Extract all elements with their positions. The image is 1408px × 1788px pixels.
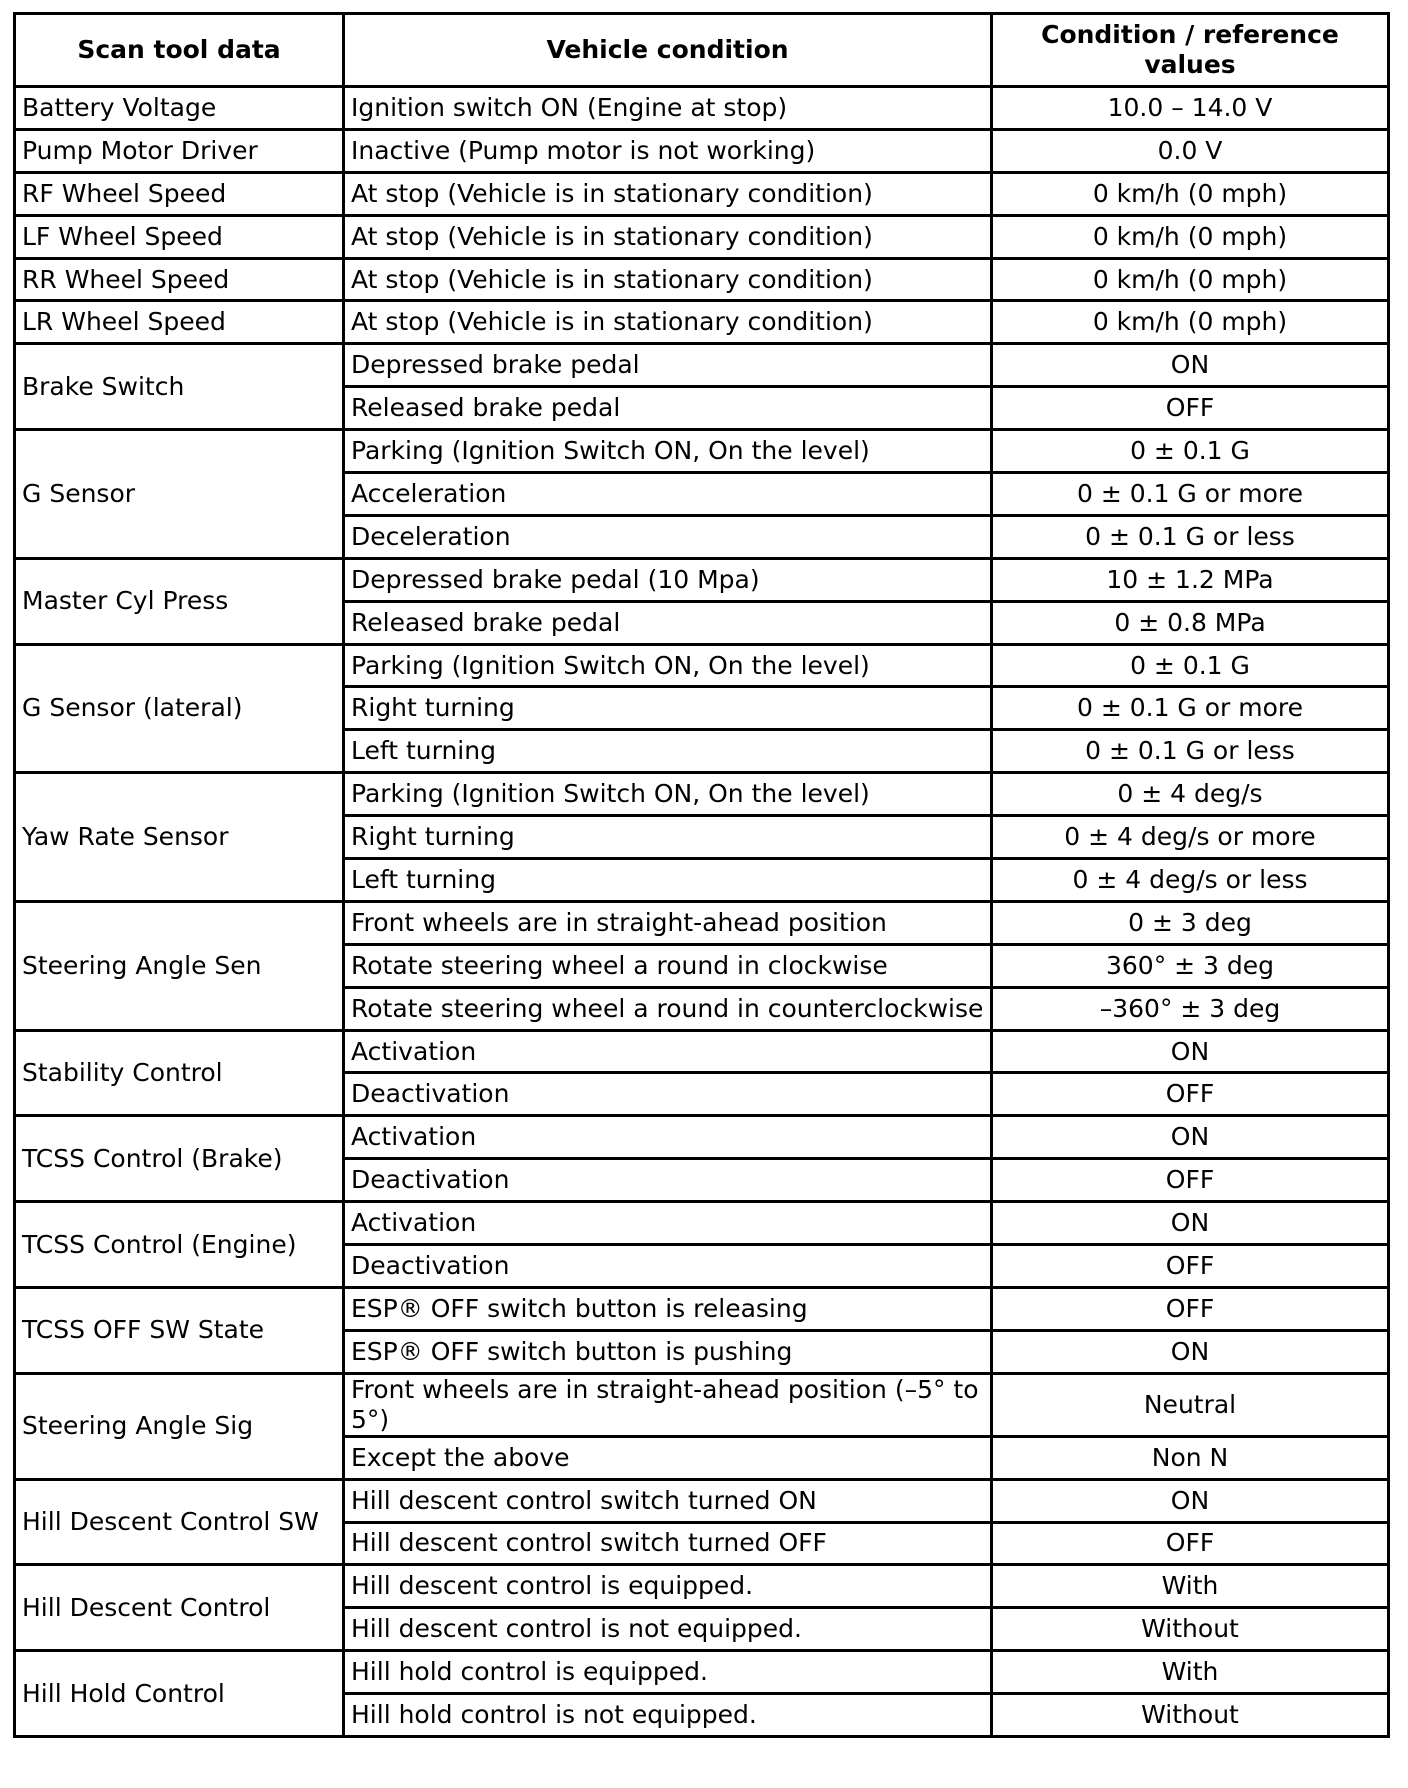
table-row <box>15 1030 1389 1073</box>
vehicle-condition-cell: Rotate steering wheel a round in clockwise <box>344 944 992 987</box>
vehicle-condition-cell: Rotate steering wheel a round in counterclockwise <box>344 987 992 1030</box>
vehicle-condition-cell: Inactive (Pump motor is not working) <box>344 129 992 172</box>
scan-tool-item: G Sensor <box>15 430 344 559</box>
scan-tool-item: Steering Angle Sig <box>15 1373 344 1479</box>
scan-tool-item: Hill Hold Control <box>15 1651 344 1737</box>
vehicle-condition-cell: Deactivation <box>344 1245 992 1288</box>
vehicle-condition-cell: Parking (Ignition Switch ON, On the level) <box>344 430 992 473</box>
vehicle-condition-cell: At stop (Vehicle is in stationary condition) <box>344 172 992 215</box>
table-row <box>15 1651 1389 1694</box>
reference-value-cell: ON <box>992 1030 1389 1073</box>
vehicle-condition-cell: Depressed brake pedal <box>344 344 992 387</box>
reference-value-cell: 0 ± 0.1 G or more <box>992 473 1389 516</box>
reference-value-cell: Non N <box>992 1436 1389 1479</box>
vehicle-condition-cell: ESP® OFF switch button is pushing <box>344 1330 992 1373</box>
vehicle-condition-cell: Left turning <box>344 859 992 902</box>
reference-value-cell: 0 ± 0.1 G <box>992 644 1389 687</box>
reference-value-cell: 0 ± 0.8 MPa <box>992 601 1389 644</box>
scan-tool-item: G Sensor (lateral) <box>15 644 344 773</box>
reference-value-cell: With <box>992 1565 1389 1608</box>
table-row <box>15 87 1389 130</box>
vehicle-condition-cell: Left turning <box>344 730 992 773</box>
table-row <box>15 1479 1389 1522</box>
column-header-reference-values: Condition / reference values <box>992 14 1389 87</box>
scan-tool-item: Yaw Rate Sensor <box>15 773 344 902</box>
vehicle-condition-cell: Released brake pedal <box>344 387 992 430</box>
table-row <box>15 430 1389 473</box>
vehicle-condition-cell: Acceleration <box>344 473 992 516</box>
vehicle-condition-cell: Hill hold control is not equipped. <box>344 1694 992 1737</box>
vehicle-condition-cell: Except the above <box>344 1436 992 1479</box>
vehicle-condition-cell: Ignition switch ON (Engine at stop) <box>344 87 992 130</box>
reference-value-cell: ON <box>992 344 1389 387</box>
table-header <box>15 14 1389 87</box>
reference-value-cell: Neutral <box>992 1373 1389 1436</box>
scan-tool-item: TCSS Control (Brake) <box>15 1116 344 1202</box>
vehicle-condition-cell: Front wheels are in straight-ahead position <box>344 901 992 944</box>
vehicle-condition-cell: Deactivation <box>344 1073 992 1116</box>
scan-tool-item: Battery Voltage <box>15 87 344 130</box>
reference-value-cell: OFF <box>992 1522 1389 1565</box>
scan-tool-item: Pump Motor Driver <box>15 129 344 172</box>
reference-value-cell: Without <box>992 1694 1389 1737</box>
scan-tool-item: Hill Descent Control <box>15 1565 344 1651</box>
table-row <box>15 1565 1389 1608</box>
scan-tool-item: Steering Angle Sen <box>15 901 344 1030</box>
reference-value-cell: 0 ± 4 deg/s or less <box>992 859 1389 902</box>
vehicle-condition-cell: Hill descent control switch turned OFF <box>344 1522 992 1565</box>
table-row <box>15 644 1389 687</box>
table-row <box>15 172 1389 215</box>
vehicle-condition-cell: Hill descent control switch turned ON <box>344 1479 992 1522</box>
reference-value-cell: 0 ± 0.1 G or more <box>992 687 1389 730</box>
reference-value-cell: 0 ± 3 deg <box>992 901 1389 944</box>
vehicle-condition-cell: Deactivation <box>344 1159 992 1202</box>
vehicle-condition-cell: At stop (Vehicle is in stationary condition) <box>344 215 992 258</box>
reference-value-cell: 0 km/h (0 mph) <box>992 301 1389 344</box>
column-header-vehicle-condition: Vehicle condition <box>344 14 992 87</box>
column-header-scan-tool-data: Scan tool data <box>15 14 344 87</box>
reference-value-cell: OFF <box>992 1287 1389 1330</box>
table-body <box>15 87 1389 1737</box>
scan-tool-item: LR Wheel Speed <box>15 301 344 344</box>
vehicle-condition-cell: At stop (Vehicle is in stationary condition) <box>344 301 992 344</box>
reference-value-cell: ON <box>992 1330 1389 1373</box>
vehicle-condition-cell: Activation <box>344 1202 992 1245</box>
table-row <box>15 1116 1389 1159</box>
table-row <box>15 215 1389 258</box>
reference-value-cell: ON <box>992 1116 1389 1159</box>
vehicle-condition-cell: Activation <box>344 1030 992 1073</box>
reference-value-cell: OFF <box>992 1073 1389 1116</box>
scan-tool-item: Hill Descent Control SW <box>15 1479 344 1565</box>
reference-value-cell: With <box>992 1651 1389 1694</box>
vehicle-condition-cell: Released brake pedal <box>344 601 992 644</box>
scan-tool-item: RR Wheel Speed <box>15 258 344 301</box>
vehicle-condition-cell: Parking (Ignition Switch ON, On the level) <box>344 644 992 687</box>
table-row <box>15 901 1389 944</box>
reference-value-cell: 360° ± 3 deg <box>992 944 1389 987</box>
vehicle-condition-cell: Activation <box>344 1116 992 1159</box>
scan-tool-item: TCSS Control (Engine) <box>15 1202 344 1288</box>
vehicle-condition-cell: Right turning <box>344 816 992 859</box>
table-row <box>15 129 1389 172</box>
scan-tool-item: TCSS OFF SW State <box>15 1287 344 1373</box>
table-row <box>15 258 1389 301</box>
scan-tool-item: LF Wheel Speed <box>15 215 344 258</box>
reference-value-cell: 0 km/h (0 mph) <box>992 215 1389 258</box>
reference-value-cell: 0 ± 4 deg/s or more <box>992 816 1389 859</box>
scan-tool-data-table <box>13 12 1390 1738</box>
vehicle-condition-cell: Parking (Ignition Switch ON, On the level) <box>344 773 992 816</box>
table-row <box>15 1373 1389 1436</box>
reference-value-cell: Without <box>992 1608 1389 1651</box>
reference-value-cell: 0 km/h (0 mph) <box>992 258 1389 301</box>
scan-tool-item: Master Cyl Press <box>15 558 344 644</box>
reference-value-cell: –360° ± 3 deg <box>992 987 1389 1030</box>
reference-value-cell: 10.0 – 14.0 V <box>992 87 1389 130</box>
reference-value-cell: OFF <box>992 1245 1389 1288</box>
scan-tool-item: RF Wheel Speed <box>15 172 344 215</box>
reference-value-cell: 0.0 V <box>992 129 1389 172</box>
table-row <box>15 1287 1389 1330</box>
table-row <box>15 344 1389 387</box>
vehicle-condition-cell: Right turning <box>344 687 992 730</box>
vehicle-condition-cell: Depressed brake pedal (10 Mpa) <box>344 558 992 601</box>
scan-tool-item: Brake Switch <box>15 344 344 430</box>
reference-value-cell: OFF <box>992 387 1389 430</box>
vehicle-condition-cell: ESP® OFF switch button is releasing <box>344 1287 992 1330</box>
reference-value-cell: 0 km/h (0 mph) <box>992 172 1389 215</box>
scan-tool-item: Stability Control <box>15 1030 344 1116</box>
vehicle-condition-cell: Hill descent control is not equipped. <box>344 1608 992 1651</box>
table-row <box>15 1202 1389 1245</box>
reference-value-cell: OFF <box>992 1159 1389 1202</box>
reference-value-cell: 0 ± 0.1 G <box>992 430 1389 473</box>
reference-value-cell: 0 ± 0.1 G or less <box>992 515 1389 558</box>
table-row <box>15 558 1389 601</box>
reference-value-cell: 10 ± 1.2 MPa <box>992 558 1389 601</box>
reference-value-cell: ON <box>992 1479 1389 1522</box>
vehicle-condition-cell: At stop (Vehicle is in stationary condition) <box>344 258 992 301</box>
reference-value-cell: 0 ± 0.1 G or less <box>992 730 1389 773</box>
vehicle-condition-cell: Hill hold control is equipped. <box>344 1651 992 1694</box>
reference-value-cell: ON <box>992 1202 1389 1245</box>
vehicle-condition-cell: Front wheels are in straight-ahead position (–5° to 5°) <box>344 1373 992 1436</box>
reference-value-cell: 0 ± 4 deg/s <box>992 773 1389 816</box>
vehicle-condition-cell: Deceleration <box>344 515 992 558</box>
table-row <box>15 301 1389 344</box>
table-row <box>15 773 1389 816</box>
header-row <box>15 14 1389 87</box>
vehicle-condition-cell: Hill descent control is equipped. <box>344 1565 992 1608</box>
